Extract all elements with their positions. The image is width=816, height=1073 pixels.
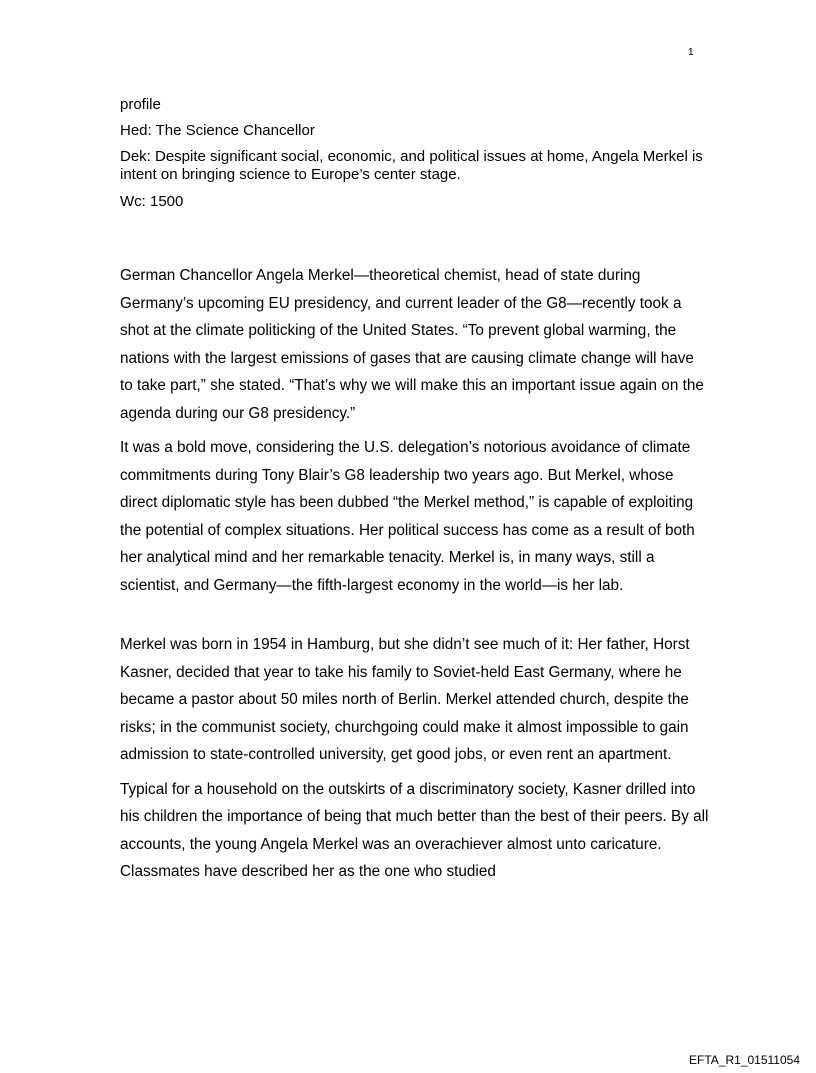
paragraph: Merkel was born in 1954 in Hamburg, but she didn’t see much of it: Her father, Horst Kasner, decided that year to take his family to Soviet-held East Germany, where he became a pastor about 50 miles north of Berlin. Merkel attended church, despite the risks; in the communist society, churchgoing could make it almost impossible to gain admission to state-controlled university, get good jobs, or even rent an apartment. (120, 636, 690, 763)
category-label: profile (120, 96, 161, 113)
paragraph: German Chancellor Angela Merkel—theoretical chemist, head of state during Germany’s upcoming EU presidency, and current leader of the G8—recently took a shot at the climate politicking of the United States. “To prevent global warming, the nations with the largest emissions of gases that are causing climate change will have to take part,” she stated. “That’s why we will make this an important issue again on the agenda during our G8 presidency.” (120, 267, 704, 422)
article-body (120, 262, 710, 893)
paragraph: It was a bold move, considering the U.S. delegation’s notorious avoidance of climate commitments during Tony Blair’s G8 leadership two years ago. But Merkel, whose direct diplomatic style has been dubbed “the Merkel method,” is capable of exploiting the potential of complex situations. Her political success has come as a result of both her analytical mind and her remarkable tenacity. Merkel is, in many ways, still a scientist, and Germany—the fifth-largest economy in the world—is her lab. (120, 439, 695, 594)
word-count: Wc: 1500 (120, 193, 184, 210)
headline: Hed: The Science Chancellor (120, 122, 315, 139)
paragraph: Typical for a household on the outskirts of a discriminatory society, Kasner drilled into his children the importance of being that much better than the best of their peers. By all accounts, the young Angela Merkel was an overachiever almost unto caricature. Classmates have described her as the one who studied (120, 780, 709, 880)
deck: Dek: Despite significant social, economic, and political issues at home, Angela Merkel is intent on bringing science to Europe’s center stage. (120, 148, 703, 183)
document-id: EFTA_R1_01511054 (689, 1053, 800, 1067)
page-number: 1 (688, 47, 694, 58)
article-meta (120, 96, 720, 219)
